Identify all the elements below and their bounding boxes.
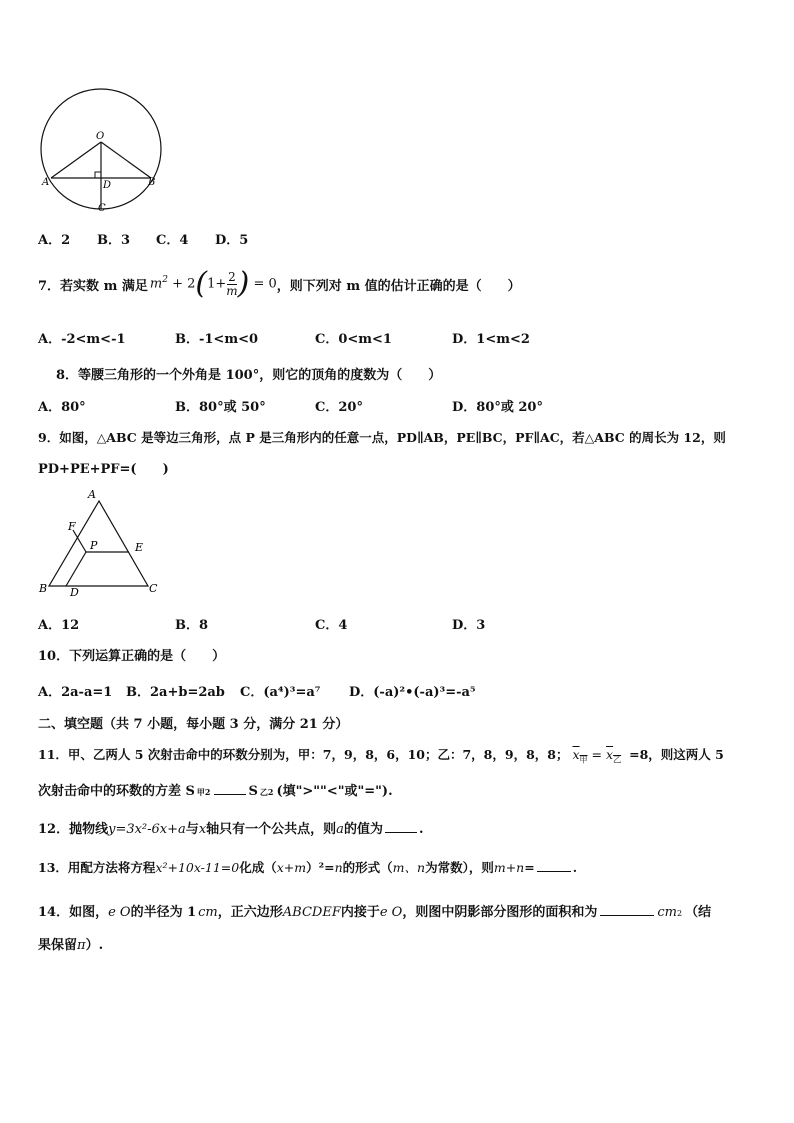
q11-text-b: =8，则这两人 5 xyxy=(629,747,724,762)
q12-text-a: 12．抛物线 xyxy=(38,822,109,837)
q13-text-b: 化成（ xyxy=(239,860,277,875)
q11-answer-blank[interactable] xyxy=(214,794,246,795)
q8-option-d: D．80°或 20° xyxy=(452,400,543,415)
q13-xm: x+m xyxy=(276,860,307,875)
q9-option-c: C．4 xyxy=(315,618,348,633)
q10-stem: 10．下列运算正确的是（ ） xyxy=(38,649,226,664)
q14-circle-o: e O xyxy=(108,905,131,920)
q6-circle-figure xyxy=(38,82,168,217)
q14-answer-blank[interactable] xyxy=(600,915,654,916)
q14-line1 xyxy=(38,901,711,920)
label-d: D xyxy=(103,180,112,191)
q14-pi: π xyxy=(77,938,86,953)
q7-eq-zero: = 0 xyxy=(253,276,277,292)
q9-option-d: D．3 xyxy=(452,618,486,633)
q10-option-c: C．(a⁴)³=a⁷ xyxy=(240,685,321,700)
label-f: F xyxy=(68,520,76,533)
q14-text-b: 的半径为 1 xyxy=(130,905,197,920)
q8-stem: 8．等腰三角形的一个外角是 100°，则它的顶角的度数为（ ） xyxy=(56,368,442,383)
q7-m-sup: 2 xyxy=(162,275,168,286)
q12-stem xyxy=(38,818,423,837)
q12-answer-blank[interactable] xyxy=(385,832,417,833)
label-o: O xyxy=(96,131,105,142)
q9-option-b: B．8 xyxy=(175,618,209,633)
label-c: C xyxy=(149,582,158,595)
q14-cm2-sup: 2 xyxy=(676,909,683,918)
q12-text-b: 与 xyxy=(185,822,199,837)
q11-xbar-jia: $x_甲$ xyxy=(572,747,588,765)
label-d: D xyxy=(70,586,79,599)
q9-triangle-figure xyxy=(36,486,166,602)
label-p: P xyxy=(90,539,98,552)
q13-expr: x²+10x-11=0 xyxy=(155,860,240,875)
q13-text-a: 13．用配方法将方程 xyxy=(38,860,156,875)
label-b: B xyxy=(39,582,48,595)
q13-text-e: 为常数），则 xyxy=(425,860,494,875)
q14-text-f: （结 xyxy=(685,905,712,920)
q11-text-d: (填">""<"或"="). xyxy=(276,784,393,799)
q13-text-d: 的形式（ xyxy=(342,860,393,875)
q10-option-b: B．2a+b=2ab xyxy=(126,685,225,700)
triangle-abc xyxy=(49,501,148,586)
label-a: A xyxy=(42,177,50,188)
q6-option-c: C．4 xyxy=(156,233,189,248)
q12-text-c: 轴只有一个公共点，则 xyxy=(206,822,337,837)
q11-xbar-yi: $x_乙$ xyxy=(606,747,622,765)
q13-n: n xyxy=(334,860,343,875)
q13-mn: m、n xyxy=(392,860,426,875)
q10-option-a: A．2a-a=1 xyxy=(38,685,113,700)
q6-option-d: D．5 xyxy=(215,233,249,248)
q14-cm2: cm xyxy=(657,905,677,920)
q11-s-yi: S xyxy=(248,784,258,799)
q11-text-a: 11．甲、乙两人 5 次射击命中的环数分别为，甲：7，9，8，6，10；乙：7，8，9，8，8； xyxy=(38,747,569,762)
q11-s-yi-sub: 乙 xyxy=(259,787,268,797)
q6-option-a: A．2 xyxy=(38,233,71,248)
q12-expr: y=3x²-6x+a xyxy=(108,822,186,837)
q11-s-jia-sup: 2 xyxy=(204,787,211,797)
section2-title: 二、填空题（共 7 小题，每小题 3 分，满分 21 分） xyxy=(38,717,349,732)
q11-text-c: 次射击命中的环数的方差 S xyxy=(38,784,195,799)
label-a: A xyxy=(88,488,96,501)
q7-option-b: B．-1<m<0 xyxy=(175,332,259,347)
q7-one-plus: 1+ xyxy=(207,276,227,292)
q7-m: m xyxy=(149,276,163,292)
q11-s-yi-sup: 2 xyxy=(267,787,274,797)
q11-line1 xyxy=(38,745,724,766)
q11-line2 xyxy=(38,780,393,799)
q12-text-d: 的值为 xyxy=(343,822,383,837)
label-e: E xyxy=(135,541,144,554)
q10-option-d: D．(-a)²•(-a)³=-a⁵ xyxy=(349,685,476,700)
q8-option-c: C．20° xyxy=(315,400,363,415)
q13-mpn: m+n xyxy=(493,860,525,875)
q14-hexagon: ABCDEF xyxy=(282,905,341,920)
q8-option-a: A．80° xyxy=(38,400,86,415)
q12-a: a xyxy=(336,822,344,837)
q9-option-a: A．12 xyxy=(38,618,80,633)
q6-option-b: B．3 xyxy=(97,233,131,248)
label-b: B xyxy=(148,177,156,188)
q13-text-c: ）²= xyxy=(306,860,335,875)
q14-text-a: 14．如图， xyxy=(38,905,109,920)
q9-stem-line2: PD+PE+PF=( ) xyxy=(38,462,169,477)
q7-plus2: + 2 xyxy=(172,276,196,292)
segment-ob xyxy=(101,142,151,178)
q13-answer-blank[interactable] xyxy=(537,871,571,872)
right-angle-mark xyxy=(95,172,101,178)
q14-text-g: 果保留 xyxy=(38,938,78,953)
q7-fraction: $\frac{2}{m}$ xyxy=(226,269,238,298)
q14-line2 xyxy=(38,934,103,953)
q7-prefix: 7．若实数 m 满足 xyxy=(38,278,148,294)
q7-option-d: D．1<m<2 xyxy=(452,332,530,347)
label-c: C xyxy=(98,203,106,214)
q11-s-jia-sub: 甲 xyxy=(196,787,205,797)
q9-stem-line1: 9．如图，△ABC 是等边三角形，点 P 是三角形内的任意一点，PD∥AB，PE∥BC，PF∥AC，若△ABC 的周长为 12，则 xyxy=(38,430,726,445)
q13-text-g: . xyxy=(572,860,578,875)
q14-text-h: ）. xyxy=(85,938,104,953)
q14-text-d: 内接于 xyxy=(340,905,380,920)
q7-stem xyxy=(38,266,521,302)
q13-text-f: = xyxy=(524,860,535,875)
q14-circle-o-2: e O xyxy=(379,905,403,920)
q12-text-e: . xyxy=(418,822,424,837)
q11-eq: = xyxy=(591,747,603,762)
q14-cm: cm xyxy=(198,905,218,920)
q7-equation: $m^2 + 2(1+$ $\frac{2}{m}$ ) = 0 xyxy=(149,266,277,301)
q13-stem xyxy=(38,858,577,876)
q7-option-c: C．0<m<1 xyxy=(315,332,392,347)
q12-x: x xyxy=(198,822,207,837)
segment-pd xyxy=(66,552,86,586)
segment-oa xyxy=(51,142,101,178)
q7-suffix: ，则下列对 m 值的估计正确的是（ ） xyxy=(276,278,521,294)
q14-text-e: ，则图中阴影部分图形的面积和为 xyxy=(402,905,598,920)
q8-option-b: B．80°或 50° xyxy=(175,400,266,415)
q14-text-c: ，正六边形 xyxy=(217,905,283,920)
q7-option-a: A．-2<m<-1 xyxy=(38,332,126,347)
